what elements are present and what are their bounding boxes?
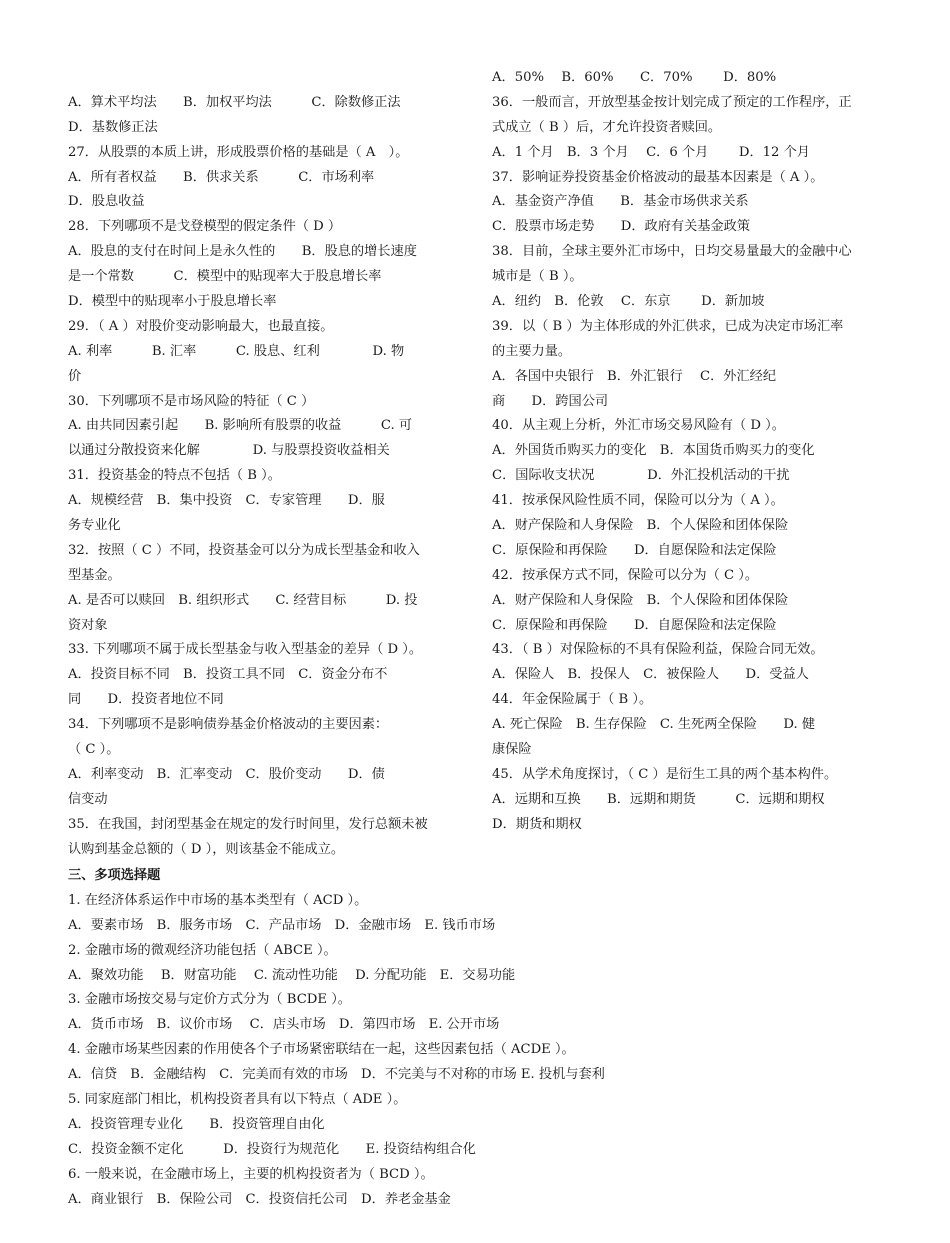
left-column <box>68 66 460 863</box>
text-line: 39．以（ B ）为主体形成的外汇供求，已成为决定市场汇率 <box>492 318 844 334</box>
text-line: 4. 金融市场某些因素的作用使各个子市场紧密联结在一起，这些因素包括（ ACDE ）。 <box>68 1042 575 1058</box>
text-line: D．期货和期权 <box>492 816 582 832</box>
text-line: C．股票市场走势 D．政府有关基金政策 <box>492 219 751 235</box>
text-line: A．外国货币购买力的变化 B．本国货币购买力的变化 <box>492 443 815 459</box>
text-line: 44．年金保险属于（ B ）。 <box>492 692 653 708</box>
text-line: C．原保险和再保险 D．自愿保险和法定保险 <box>492 542 777 558</box>
text-line: A. 死亡保险 B. 生存保险 C. 生死两全保险 D. 健 <box>492 717 816 733</box>
text-line: 45．从学术角度探讨，（ C ）是衍生工具的两个基本构件。 <box>492 766 838 782</box>
text-line: A．规模经营 B．集中投资 C．专家管理 D．服 <box>68 493 385 509</box>
text-line: 28．下列哪项不是戈登模型的假定条件（ D ） <box>68 219 342 235</box>
text-line: A．财产保险和人身保险 B．个人保险和团体保险 <box>492 518 789 534</box>
text-line: A．基金资产净值 B．基金市场供求关系 <box>492 194 749 210</box>
text-line: D．股息收益 <box>68 194 145 210</box>
text-line: 以通过分散投资来化解 D. 与股票投资收益相关 <box>68 443 390 459</box>
text-line: 的主要力量。 <box>492 343 572 359</box>
text-line: 5. 同家庭部门相比，机构投资者具有以下特点（ ADE ）。 <box>68 1092 407 1108</box>
text-line: 33. 下列哪项不属于成长型基金与收入型基金的差异（ D ）。 <box>68 642 423 658</box>
text-line: 32．按照（ C ）不同，投资基金可以分为成长型基金和收入 <box>68 542 420 558</box>
text-line: D．基数修正法 <box>68 119 158 135</box>
text-line: 价 <box>68 368 82 384</box>
text-line: A．远期和互换 B．远期和期货 C．远期和期权 <box>492 791 825 807</box>
text-line: 43．（ B ）对保险标的不具有保险利益，保险合同无效。 <box>492 642 824 658</box>
text-line: 36．一般而言，开放型基金按计划完成了预定的工作程序，正 <box>492 94 852 110</box>
text-line: 式成立（ B ）后，才允许投资者赎回。 <box>492 119 722 135</box>
text-line: 型基金。 <box>68 567 121 583</box>
text-line: A．算术平均法 B．加权平均法 C．除数修正法 <box>68 94 401 110</box>
text-line: C．投资金额不定化 D．投资行为规范化 E. 投资结构组合化 <box>68 1141 476 1157</box>
text-line: A. 利率 B. 汇率 C. 股息、红利 D. 物 <box>68 343 405 359</box>
text-line: 40．从主观上分析，外汇市场交易风险有（ D ）。 <box>492 418 785 434</box>
text-line: C．国际收支状况 D．外汇投机活动的干扰 <box>492 468 790 484</box>
text-line: 3. 金融市场按交易与定价方式分为（ BCDE ）。 <box>68 992 351 1008</box>
text-line: A．所有者权益 B．供求关系 C．市场利率 <box>68 169 375 185</box>
text-line: 信变动 <box>68 791 108 807</box>
text-line: C．原保险和再保险 D．自愿保险和法定保险 <box>492 617 777 633</box>
text-line: 商 D．跨国公司 <box>492 393 609 409</box>
text-line: 34．下列哪项不是影响债券基金价格波动的主要因素： <box>68 717 389 733</box>
text-line: 37．影响证券投资基金价格波动的最基本因素是（ A ）。 <box>492 169 824 185</box>
multiple-choice-section <box>68 864 898 1207</box>
text-line: 康保险 <box>492 742 532 758</box>
text-line: A．信贷 B．金融结构 C．完美而有效的市场 D．不完美与不对称的市场 E. 投机与套利 <box>68 1067 605 1083</box>
text-line: 务专业化 <box>68 518 121 534</box>
text-line: 35．在我国，封闭型基金在规定的发行时间里，发行总额未被 <box>68 816 428 832</box>
text-line: 27．从股票的本质上讲，形成股票价格的基础是（ A ）。 <box>68 144 409 160</box>
right-column <box>492 66 884 838</box>
text-line: A．股息的支付在时间上是永久性的 B．股息的增长速度 <box>68 244 417 260</box>
text-line: 同 D．投资者地位不同 <box>68 692 224 708</box>
text-line: 41．按承保风险性质不同，保险可以分为（ A ）。 <box>492 493 784 509</box>
text-line: 2. 金融市场的微观经济功能包括（ ABCE ）。 <box>68 942 337 958</box>
text-line: A．50% B．60% C．70% D．80% <box>492 70 777 85</box>
text-line: 资对象 <box>68 617 108 633</box>
text-line: 31．投资基金的特点不包括（ B ）。 <box>68 468 281 484</box>
text-line <box>68 66 460 91</box>
text-line: A．聚效功能 B．财富功能 C. 流动性功能 D. 分配功能 E．交易功能 <box>68 967 516 983</box>
text-line: 1. 在经济体系运作中市场的基本类型有（ ACD ）。 <box>68 892 368 908</box>
text-line: 29．（ A ）对股价变动影响最大，也最直接。 <box>68 318 334 334</box>
text-line: A．1 个月 B．3 个月 C．6 个月 D．12 个月 <box>492 144 810 160</box>
text-line: A．商业银行 B．保险公司 C．投资信托公司 D．养老金基金 <box>68 1191 451 1207</box>
text-line: A. 由共同因素引起 B. 影响所有股票的收益 C. 可 <box>68 418 413 434</box>
text-line: 是一个常数 C．模型中的贴现率大于股息增长率 <box>68 269 382 285</box>
text-line: 6. 一般来说，在金融市场上，主要的机构投资者为（ BCD ）。 <box>68 1166 434 1182</box>
text-line: A．财产保险和人身保险 B．个人保险和团体保险 <box>492 592 789 608</box>
text-line: A. 是否可以赎回 B. 组织形式 C. 经营目标 D. 投 <box>68 592 418 608</box>
text-line: （ C ）。 <box>68 742 120 758</box>
text-line: 42．按承保方式不同，保险可以分为（ C ）。 <box>492 567 759 583</box>
text-line: A．各国中央银行 B．外汇银行 C．外汇经纪 <box>492 368 777 384</box>
text-line: 38．目前，全球主要外汇市场中，日均交易量最大的金融中心 <box>492 244 852 260</box>
text-line: A．要素市场 B．服务市场 C．产品市场 D．金融市场 E. 钱币市场 <box>68 917 496 933</box>
section-heading: 三、多项选择题 <box>68 868 161 883</box>
text-line: D．模型中的贴现率小于股息增长率 <box>68 294 277 310</box>
text-line: A．投资管理专业化 B．投资管理自由化 <box>68 1116 325 1132</box>
text-line: 城市是（ B ）。 <box>492 269 583 285</box>
text-line: A．利率变动 B．汇率变动 C．股价变动 D．债 <box>68 766 385 782</box>
text-line: A．保险人 B．投保人 C．被保险人 D．受益人 <box>492 667 809 683</box>
text-line: A．投资目标不同 B．投资工具不同 C．资金分布不 <box>68 667 388 683</box>
text-line: 认购到基金总额的（ D ），则该基金不能成立。 <box>68 841 345 857</box>
text-line: A．纽约 B．伦敦 C．东京 D．新加坡 <box>492 294 765 310</box>
text-line: 30．下列哪项不是市场风险的特征（ C ） <box>68 393 315 409</box>
text-line: A．货币市场 B．议价市场 C．店头市场 D．第四市场 E. 公开市场 <box>68 1017 500 1033</box>
